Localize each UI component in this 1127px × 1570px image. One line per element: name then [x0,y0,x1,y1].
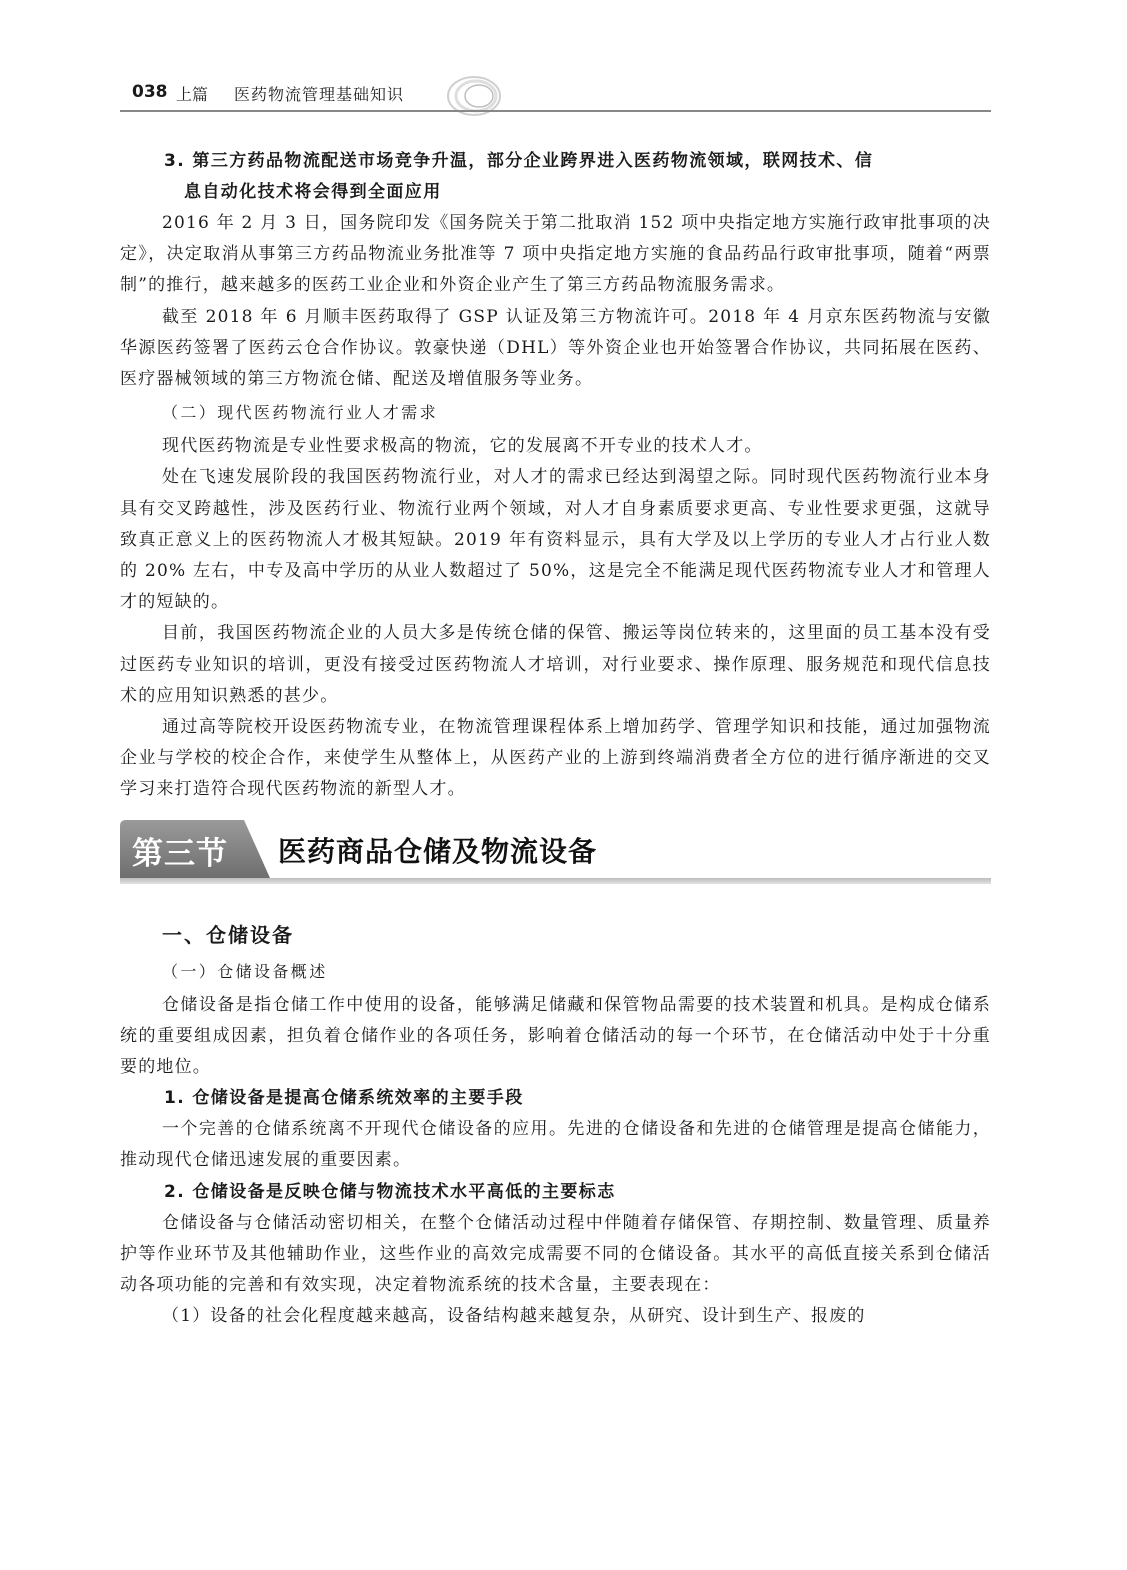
paragraph: 通过高等院校开设医药物流专业，在物流管理课程体系上增加药学、管理学知识和技能，通过加强物流企业与学校的校企合作，来使学生从整体上，从医药产业的上游到终端消费者全方位的进行循序渐进的交叉学习来打造符合现代医药物流的新型人才。 [120,717,991,800]
paragraph: 截至 2018 年 6 月顺丰医药取得了 GSP 认证及第三方物流许可。2018 年 4 月京东医药物流与安徽华源医药签署了医药云仓合作协议。敦豪快递（DHL）等外资企业也开始签署合作协议，共同拓展在医药、医疗器械领域的第三方物流仓储、配送及增值服务等业务。 [120,306,991,390]
paragraph: 仓储设备是指仓储工作中使用的设备，能够满足储藏和保管物品需要的技术装置和机具。是构成仓储系统的重要组成因素，担负着仓储作业的各项任务，影响着仓储活动的每一个环节，在仓储活动中处于十分重要的地位。 [120,994,991,1078]
page-body [120,140,991,1332]
heading-item-1: 1. 仓储设备是提高仓储系统效率的主要手段 [164,1088,524,1109]
heading-item-3 [120,146,991,208]
subheading-talent-demand: （二）现代医药物流行业人才需求 [162,403,439,423]
paragraph: 目前，我国医药物流企业的人员大多是传统仓储的保管、搬运等岗位转来的，这里面的员工基本没有受过医药专业知识的培训，更没有接受过医药物流人才培训，对行业要求、操作原理、服务规范和现代信息技术的应用知识熟悉的甚少。 [120,623,991,706]
heading-storage-equipment: 一、仓储设备 [162,922,294,947]
subheading-equipment-overview: （一）仓储设备概述 [162,961,328,981]
paragraph: 一个完善的仓储系统离不开现代仓储设备的应用。先进的仓储设备和先进的仓储管理是提高仓储能力，推动现代仓储迅速发展的重要因素。 [120,1119,991,1171]
heading-item-3-number: 3. [164,151,186,171]
paragraph: （1）设备的社会化程度越来越高，设备结构越来越复杂，从研究、设计到生产、报废的 [162,1306,866,1327]
page-number: 038 [132,82,168,102]
paragraph: 2016 年 2 月 3 日，国务院印发《国务院关于第二批取消 152 项中央指定地方实施行政审批事项的决定》，决定取消从事第三方药品物流业务批准等 7 项中央指定地方实施的食品药品行政审批事项，随着“两票制”的推行，越来越多的医药工业企业和外资企业产生了第三方药品物流服务需求。 [120,213,991,296]
heading-item-2: 2. 仓储设备是反映仓储与物流技术水平高低的主要标志 [164,1181,616,1202]
paragraph: 处在飞速发展阶段的我国医药物流行业，对人才的需求已经达到渴望之际。同时现代医药物流行业本身具有交叉跨越性，涉及医药行业、物流行业两个领域，对人才自身素质要求更高、专业性要求更强，这就导致真正意义上的医药物流人才极其短缺。2019 年有资料显示，具有大学及以上学历的专业人才占行业人数的 20% 左右，中专及高中学历的从业人数超过了 50%，这是完全不能满足现代医药物流专业人才和管理人才的短缺的。 [120,467,991,613]
book-title: 医药物流管理基础知识 [234,85,405,104]
section-banner [120,820,991,886]
section-number: 第三节 [132,835,228,872]
heading-item-3-line2: 息自动化技术将会得到全面应用 [184,182,442,202]
header-rule [120,110,991,112]
section-rule [120,878,991,884]
running-header [120,72,991,112]
part-label: 上篇 [176,85,209,104]
paragraph: 仓储设备与仓储活动密切相关，在整个仓储活动过程中伴随着存储保管、存期控制、数量管理、质量养护等作业环节及其他辅助作业，这些作业的高效完成需要不同的仓储设备。其水平的高低直接关系到仓储活动各项功能的完善和有效实现，决定着物流系统的技术含量，主要表现在： [120,1212,991,1296]
paragraph: 现代医药物流是专业性要求极高的物流，它的发展离不开专业的技术人才。 [162,436,763,457]
section-title: 医药商品仓储及物流设备 [278,834,598,868]
heading-item-3-line1: 第三方药品物流配送市场竞争升温，部分企业跨界进入医药物流领域，联网技术、信 [192,151,874,171]
